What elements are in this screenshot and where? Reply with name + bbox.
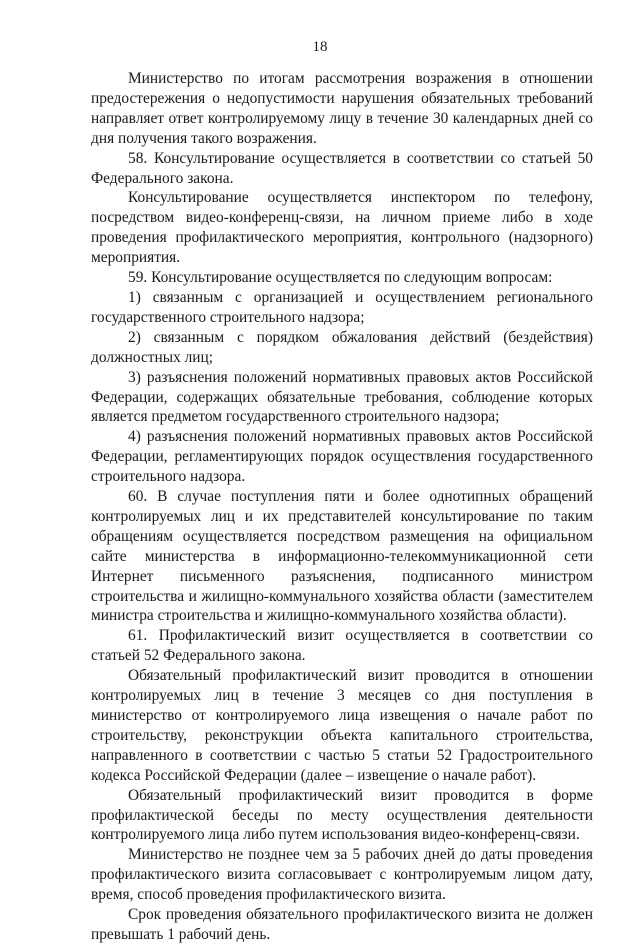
- document-body: [91, 69, 593, 945]
- paragraph-61-preventive-visit: 61. Профилактический визит осуществляется в соответствии со статьей 52 Федерального закона.: [91, 627, 593, 665]
- paragraph-objection-response: Министерство по итогам рассмотрения возражения в отношении предостережения о недопустимости нарушения обязательных требований направляет ответ контролируемому лицу в течение 30 календарных дней со дня получения такого возражения.: [91, 70, 593, 147]
- list-item-3: 3) разъяснения положений нормативных правовых актов Российской Федерации, содержащих обязательные требования, соблюдение которых является предметом государственного строительного надзора;: [91, 368, 593, 426]
- page-number: 18: [312, 39, 328, 55]
- paragraph-mandatory-visit-form: Обязательный профилактический визит проводится в форме профилактической беседы по месту осуществления деятельности контролируемого лица либо путем использования видео-конференц-связи.: [91, 786, 593, 844]
- paragraph-visit-duration: Срок проведения обязательного профилактического визита не должен превышать 1 рабочий день.: [91, 906, 593, 943]
- paragraph-mandatory-visit-timing: Обязательный профилактический визит проводится в отношении контролируемых лиц в течение 3 месяцев со дня поступления в министерство от контролируемого лица извещения о начале работ по строительству, реконструкции объекта капитального строительства, направленного в соответствии с частью 5 статьи 52 Градостроительного кодекса Российской Федерации (далее – извещение о начале работ).: [91, 667, 593, 784]
- list-item-2: 2) связанным с порядком обжалования действий (бездействия) должностных лиц;: [91, 328, 593, 366]
- paragraph-consulting-methods: Консультирование осуществляется инспектором по телефону, посредством видео-конференц-связи, на личном приеме либо в ходе проведения профилактического мероприятия, контрольного (надзорного) мероприятия.: [91, 189, 593, 267]
- list-item-1: 1) связанным с организацией и осуществлением регионального государственного строительного надзора;: [91, 288, 593, 326]
- paragraph-60-written-clarification: 60. В случае поступления пяти и более однотипных обращений контролируемых лиц и их представителей консультирование по таким обращениям осуществляется посредством размещения на официальном сайте министерства в информационно-телекоммуникационной сети Интернет письменного разъяснения, подписанного министром строительства и жилищно-коммунального хозяйства области (заместителем министра строительства и жилищно-коммунального хозяйства области).: [91, 488, 593, 625]
- paragraph-58-consulting: 58. Консультирование осуществляется в соответствии со статьей 50 Федерального закона.: [91, 149, 593, 187]
- paragraph-59-consulting-questions: 59. Консультирование осуществляется по следующим вопросам:: [128, 269, 553, 287]
- list-item-4: 4) разъяснения положений нормативных правовых актов Российской Федерации, регламентирующих порядок осуществления государственного строительного надзора.: [91, 428, 593, 486]
- paragraph-visit-agreement: Министерство не позднее чем за 5 рабочих дней до даты проведения профилактического визита согласовывает с контролируемым лицом дату, время, способ проведения профилактического визита.: [91, 846, 593, 904]
